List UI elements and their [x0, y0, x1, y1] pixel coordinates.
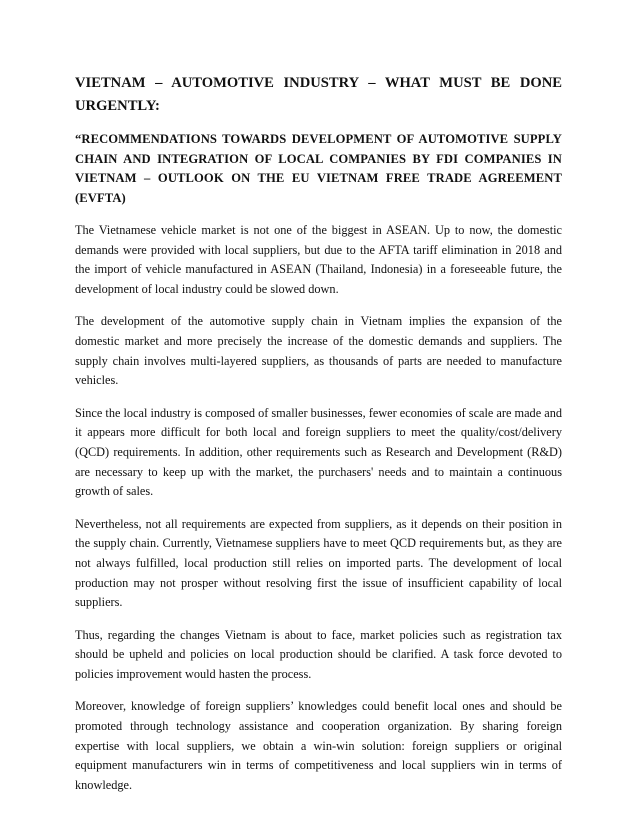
paragraph-6: Moreover, knowledge of foreign suppliers’ knowledges could benefit local ones and should be promoted through technology assistance and cooperation organization. By sharing foreign expertise with local suppliers, we obtain a win-win solution: foreign suppliers or original equipment manufacturers win in terms of competitiveness and local suppliers win in terms of knowledge. — [75, 699, 562, 792]
paragraph-4: Nevertheless, not all requirements are expected from suppliers, as it depends on their position in the supply chain. Currently, Vietnamese suppliers have to meet QCD requirements but, as they are not always fulfilled, local production still relies on imported parts. The development of local production may not prosper without resolving first the issue of insufficient capability of local suppliers. — [75, 516, 562, 610]
paragraph-2: The development of the automotive supply chain in Vietnam implies the expansion of the domestic market and more precisely the increase of the domestic demands and suppliers. The supply chain involves multi-layered suppliers, as thousands of parts are needed to manufacture vehicles. — [75, 314, 562, 388]
document-page — [75, 72, 562, 808]
paragraph-3: Since the local industry is composed of smaller businesses, fewer economies of scale are made and it appears more difficult for both local and foreign suppliers to meet the quality/cost/delivery (QCD) requirements. In addition, other requirements such as Research and Development (R&D) are necessary to keep up with the market, the purchasers' needs and to maintain a continuous growth of sales. — [75, 405, 562, 499]
document-subtitle: “RECOMMENDATIONS TOWARDS DEVELOPMENT OF AUTOMOTIVE SUPPLY CHAIN AND INTEGRATION OF LOCAL COMPANIES BY FDI COMPANIES IN VIETNAM – OUTLOOK ON THE EU VIETNAM FREE TRADE AGREEMENT (EVFTA) — [75, 132, 562, 205]
document-title: VIETNAM – AUTOMOTIVE INDUSTRY – WHAT MUST BE DONE URGENTLY: — [75, 75, 562, 114]
paragraph-1: The Vietnamese vehicle market is not one of the biggest in ASEAN. Up to now, the domestic demands were provided with local suppliers, but due to the AFTA tariff elimination in 2018 and the import of vehicle manufactured in ASEAN (Thailand, Indonesia) in a foreseeable future, the development of local industry could be slowed down. — [75, 223, 562, 296]
paragraph-5: Thus, regarding the changes Vietnam is about to face, market policies such as registration tax should be upheld and policies on local production should be clarified. A task force devoted to policies improvement would hasten the process. — [75, 627, 562, 681]
